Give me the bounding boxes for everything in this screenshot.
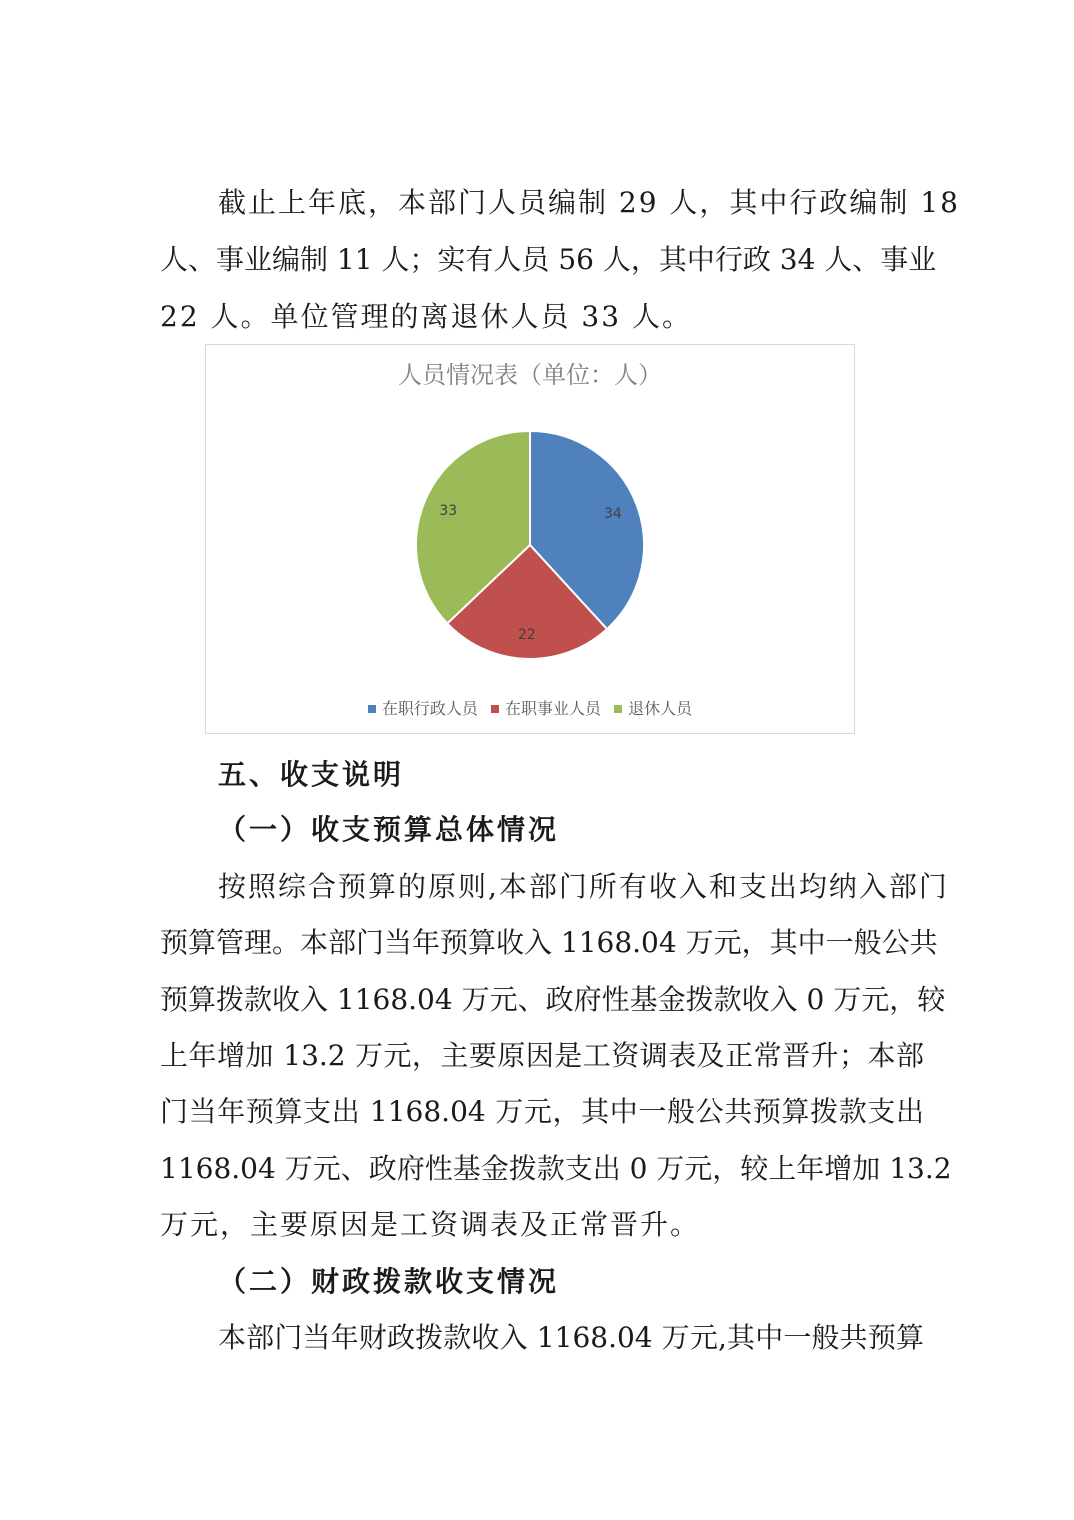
paragraph-line: 预算拨款收入 1168.04 万元、政府性基金拨款收入 0 万元，较 [160,983,946,1016]
legend-swatch [368,705,376,713]
legend-swatch [491,705,499,713]
chart-title: 人员情况表（单位：人） [398,361,662,389]
pie-data-label: 34 [603,505,622,522]
pie-chart-svg [206,345,854,733]
pie-data-label: 22 [517,626,536,643]
legend-item [491,698,601,720]
paragraph-line: 按照综合预算的原则,本部门所有收入和支出均纳入部门 [218,870,949,903]
section-heading: 五、收支说明 [218,758,405,791]
legend-swatch [614,705,622,713]
paragraph-line: 万元，主要原因是工资调表及正常晋升。 [160,1208,701,1241]
paragraph-line: 22 人。单位管理的离退休人员 33 人。 [160,300,692,333]
paragraph-line: 门当年预算支出 1168.04 万元，其中一般公共预算拨款支出 [160,1095,924,1128]
legend-label: 在职事业人员 [504,699,601,718]
paragraph-line: 预算管理。本部门当年预算收入 1168.04 万元，其中一般公共 [160,926,938,959]
legend-label: 退休人员 [628,699,693,718]
pie-data-label: 33 [439,502,458,519]
pie-chart [205,344,855,734]
chart-legend [205,698,855,720]
paragraph-line: 截止上年底，本部门人员编制 29 人，其中行政编制 18 [218,186,960,219]
subsection-heading: （一）收支预算总体情况 [218,813,560,846]
paragraph-line: 1168.04 万元、政府性基金拨款支出 0 万元，较上年增加 13.2 [160,1152,952,1185]
legend-item [614,698,692,720]
paragraph-line: 本部门当年财政拨款收入 1168.04 万元,其中一般共预算 [218,1321,924,1354]
legend-label: 在职行政人员 [381,699,478,718]
subsection-heading: （二）财政拨款收支情况 [218,1265,560,1298]
paragraph-line: 人、事业编制 11 人；实有人员 56 人，其中行政 34 人、事业 [160,243,937,276]
paragraph-line: 上年增加 13.2 万元，主要原因是工资调表及正常晋升；本部 [160,1039,924,1072]
legend-item [368,698,478,720]
